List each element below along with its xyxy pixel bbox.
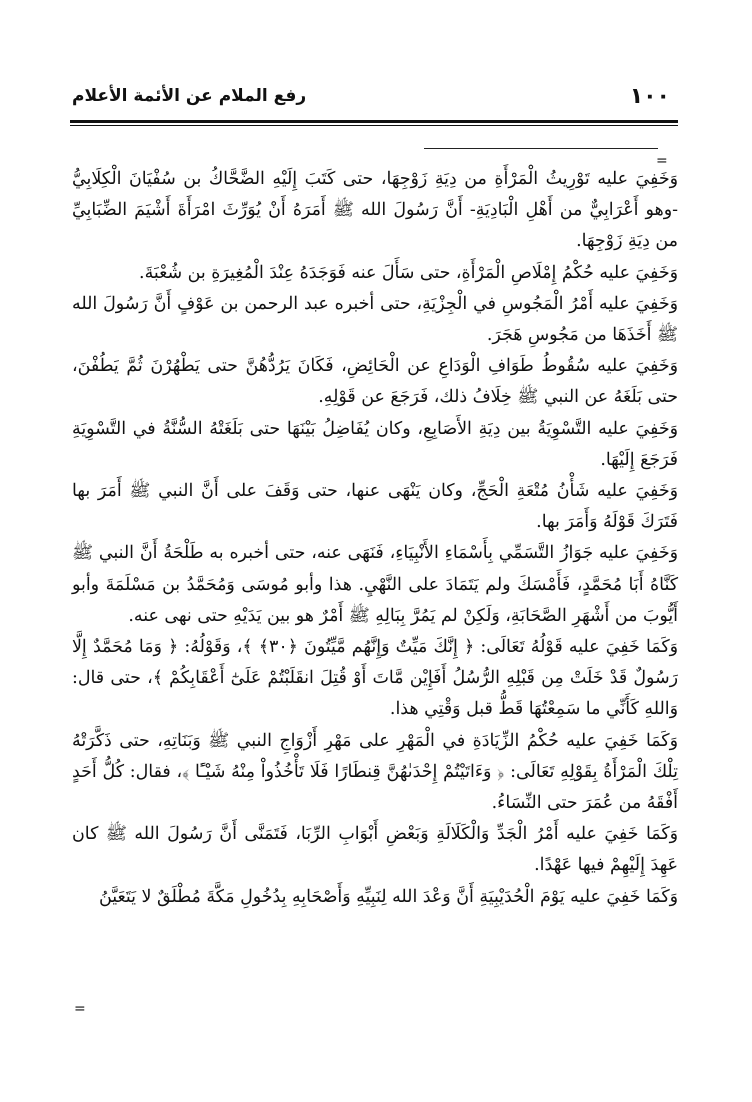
continuation-mark-bottom: = — [74, 1001, 86, 1017]
header-rule-thin — [70, 125, 678, 126]
paragraph: وَخَفِيَ عليه تَوْرِيثُ الْمَرْأَةِ من دِيَةِ زَوْجِهَا، حتى كَتَبَ إِلَيْهِ الضَّحَّاكُ بن سُفْيَانَ الْكِلَابِيُّ -وهو أَعْرَابِيٌّ من أَهْلِ الْبَادِيَةِ- أَنَّ رَسُولَ الله ﷺ أَمَرَهُ أَنْ يُوَرِّثَ امْرَأَةَ أَشْيَمَ الضِّبَابِيِّ من دِيَةِ زَوْجِهَا. — [72, 169, 678, 252]
page-number: ١٠٠ — [629, 84, 670, 109]
body-text — [72, 164, 678, 913]
header-rule-thick — [70, 120, 678, 123]
paragraph: وَخَفِيَ عليه سُقُوطُ طَوَافِ الْوَدَاعِ عن الْحَائِضِ، فَكَانَ يَرُدُّهُنَّ حتى يَطْهُرْنَ ثُمَّ يَطُفْنَ، حتى بَلَغَهُ عن النبي ﷺ خِلَافُ ذلك، فَرَجَعَ عن قَوْلِهِ. — [72, 356, 678, 408]
paragraph: وَكَمَا خَفِيَ عليه يَوْمَ الْحُدَيْبِيَةِ أَنَّ وَعْدَ الله لِنَبِيِّهِ وَأَصْحَابِهِ بِدُخُولِ مَكَّةَ مُطْلَقٌ لا يَتَعَيَّنُ — [99, 886, 678, 907]
running-title: رفع الملام عن الأئمة الأعلام — [72, 86, 307, 106]
paragraph: وَكَمَا خَفِيَ عليه حُكْمُ الزِّيَادَةِ في الْمَهْرِ على مَهْرِ أَزْوَاجِ النبي ﷺ وَبَنَاتِهِ، حتى ذَكَّرَتْهُ تِلْكَ الْمَرْأَةُ بِقَوْلِهِ تَعَالَى: ﴿ وَءَاتَيْتُمْ إِحْدَىٰهُنَّ قِنطَارًا فَلَا تَأْخُذُواْ مِنْهُ شَيْـًٔا ﴾، فقال: كُلُّ أَحَدٍ أَفْقَهُ من عُمَرَ حتى النِّسَاءُ. — [72, 730, 678, 814]
paragraph: وَكَمَا خَفِيَ عليه أَمْرُ الْجَدِّ وَالْكَلَالَةِ وَبَعْضِ أَبْوَابِ الرِّبَا، فَتَمَنَّى أَنَّ رَسُولَ الله ﷺ كان عَهِدَ إِلَيْهِمْ فيها عَهْدًا. — [72, 824, 678, 876]
paragraph: وَخَفِيَ عليه جَوَازُ التَّسَمِّي بِأَسْمَاءِ الأَنْبِيَاءِ، فَنَهَى عنه، حتى أخبره به طَلْحَةُ أَنَّ النبي ﷺ كَنَّاهُ أَبَا مُحَمَّدٍ، فَأَمْسَكَ ولم يَتَمَادَ على النَّهْيِ. هذا وأبو مُوسَى وَمُحَمَّدُ بن مَسْلَمَةَ وأبو أَيُّوبَ من أَشْهَرِ الصَّحَابَةِ، وَلَكِنْ لم يَمُرَّ بِبَالِهِ ﷺ أَمْرٌ هو بين يَدَيْهِ حتى نهى عنه. — [72, 543, 678, 626]
continuation-rule — [424, 148, 658, 149]
paragraph: وَخَفِيَ عليه حُكْمُ إِمْلَاصِ الْمَرْأَةِ، حتى سَأَلَ عنه فَوَجَدَهُ عِنْدَ الْمُغِيرَةِ بن شُعْبَةَ. — [139, 262, 678, 283]
paragraph: وَخَفِيَ عليه شَأْنُ مُتْعَةِ الْحَجِّ، وكان يَنْهَى عنها، حتى وَقَفَ على أَنَّ النبي ﷺ أَمَرَ بها فَتَرَكَ قَوْلَهُ وَأَمَرَ بها. — [72, 481, 678, 533]
paragraph: وَخَفِيَ عليه أَمْرُ الْمَجُوسِ في الْجِزْيَةِ، حتى أخبره عبد الرحمن بن عَوْفٍ أَنَّ رَسُولَ الله ﷺ أَخَذَهَا من مَجُوسِ هَجَرَ. — [72, 293, 678, 346]
paragraph: وَخَفِيَ عليه التَّسْوِيَةُ بين دِيَةِ الأَصَابِعِ، وكان يُفَاضِلُ بَيْنَهَا حتى بَلَغَتْهُ السُّنَّةُ في التَّسْوِيَةِ فَرَجَعَ إِلَيْهَا. — [72, 418, 678, 470]
paragraph: وَكَمَا خَفِيَ عليه قَوْلُهُ تَعَالَى: ﴿ إِنَّكَ مَيِّتٌ وَإِنَّهُم مَّيِّتُونَ ﴿٣٠﴾ ﴾، وَقَوْلُهُ: ﴿ وَمَا مُحَمَّدٌ إِلَّا رَسُولٌ قَدْ خَلَتْ مِن قَبْلِهِ الرُّسُلُ أَفَإِيْن مَّاتَ أَوْ قُتِلَ انقَلَبْتُمْ عَلَىٰٓ أَعْقَابِكُمْ ﴾، حتى قال: وَاللهِ كَأَنِّي ما سَمِعْتُهَا قَطُّ قبل وَقْتِي هذا. — [72, 637, 679, 720]
page-header — [70, 82, 678, 122]
continuation-mark-top: = — [656, 153, 668, 169]
